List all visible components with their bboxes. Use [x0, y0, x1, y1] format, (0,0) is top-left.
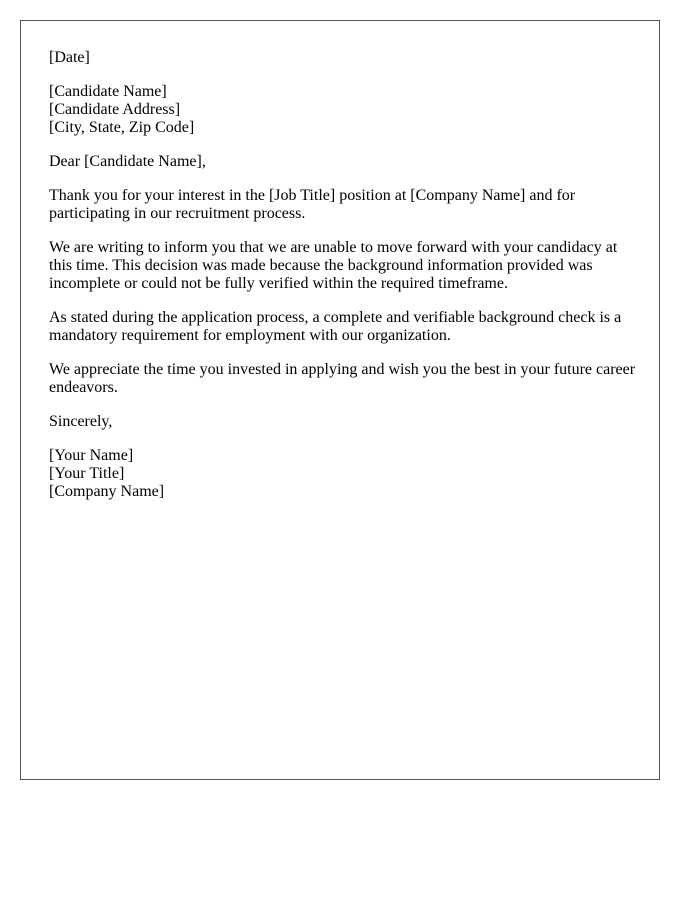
signature-block	[49, 447, 639, 501]
salutation: Dear [Candidate Name],	[49, 153, 206, 170]
paragraph-decision: We are writing to inform you that we are unable to move forward with your candidacy at this time. This decision was made because the background information provided was incomplete or could not be fully verified within the required timeframe.	[49, 239, 618, 292]
paragraph-requirement: As stated during the application process, a complete and verifiable background check is a mandatory requirement for employment with our organization.	[49, 309, 622, 344]
recipient-block	[49, 83, 639, 137]
recipient-name: [Candidate Name]	[49, 83, 167, 100]
closing: Sincerely,	[49, 413, 113, 430]
recipient-address: [Candidate Address]	[49, 101, 181, 118]
letter-body	[49, 49, 639, 517]
signature-title: [Your Title]	[49, 465, 125, 482]
paragraph-appreciation: We appreciate the time you invested in applying and wish you the best in your future career endeavors.	[49, 361, 636, 396]
letter-date: [Date]	[49, 49, 90, 66]
paragraph-thanks: Thank you for your interest in the [Job Title] position at [Company Name] and for participating in our recruitment process.	[49, 187, 576, 222]
signature-company: [Company Name]	[49, 483, 165, 500]
signature-name: [Your Name]	[49, 447, 134, 464]
recipient-city-state-zip: [City, State, Zip Code]	[49, 119, 195, 136]
letter-page	[20, 20, 660, 780]
